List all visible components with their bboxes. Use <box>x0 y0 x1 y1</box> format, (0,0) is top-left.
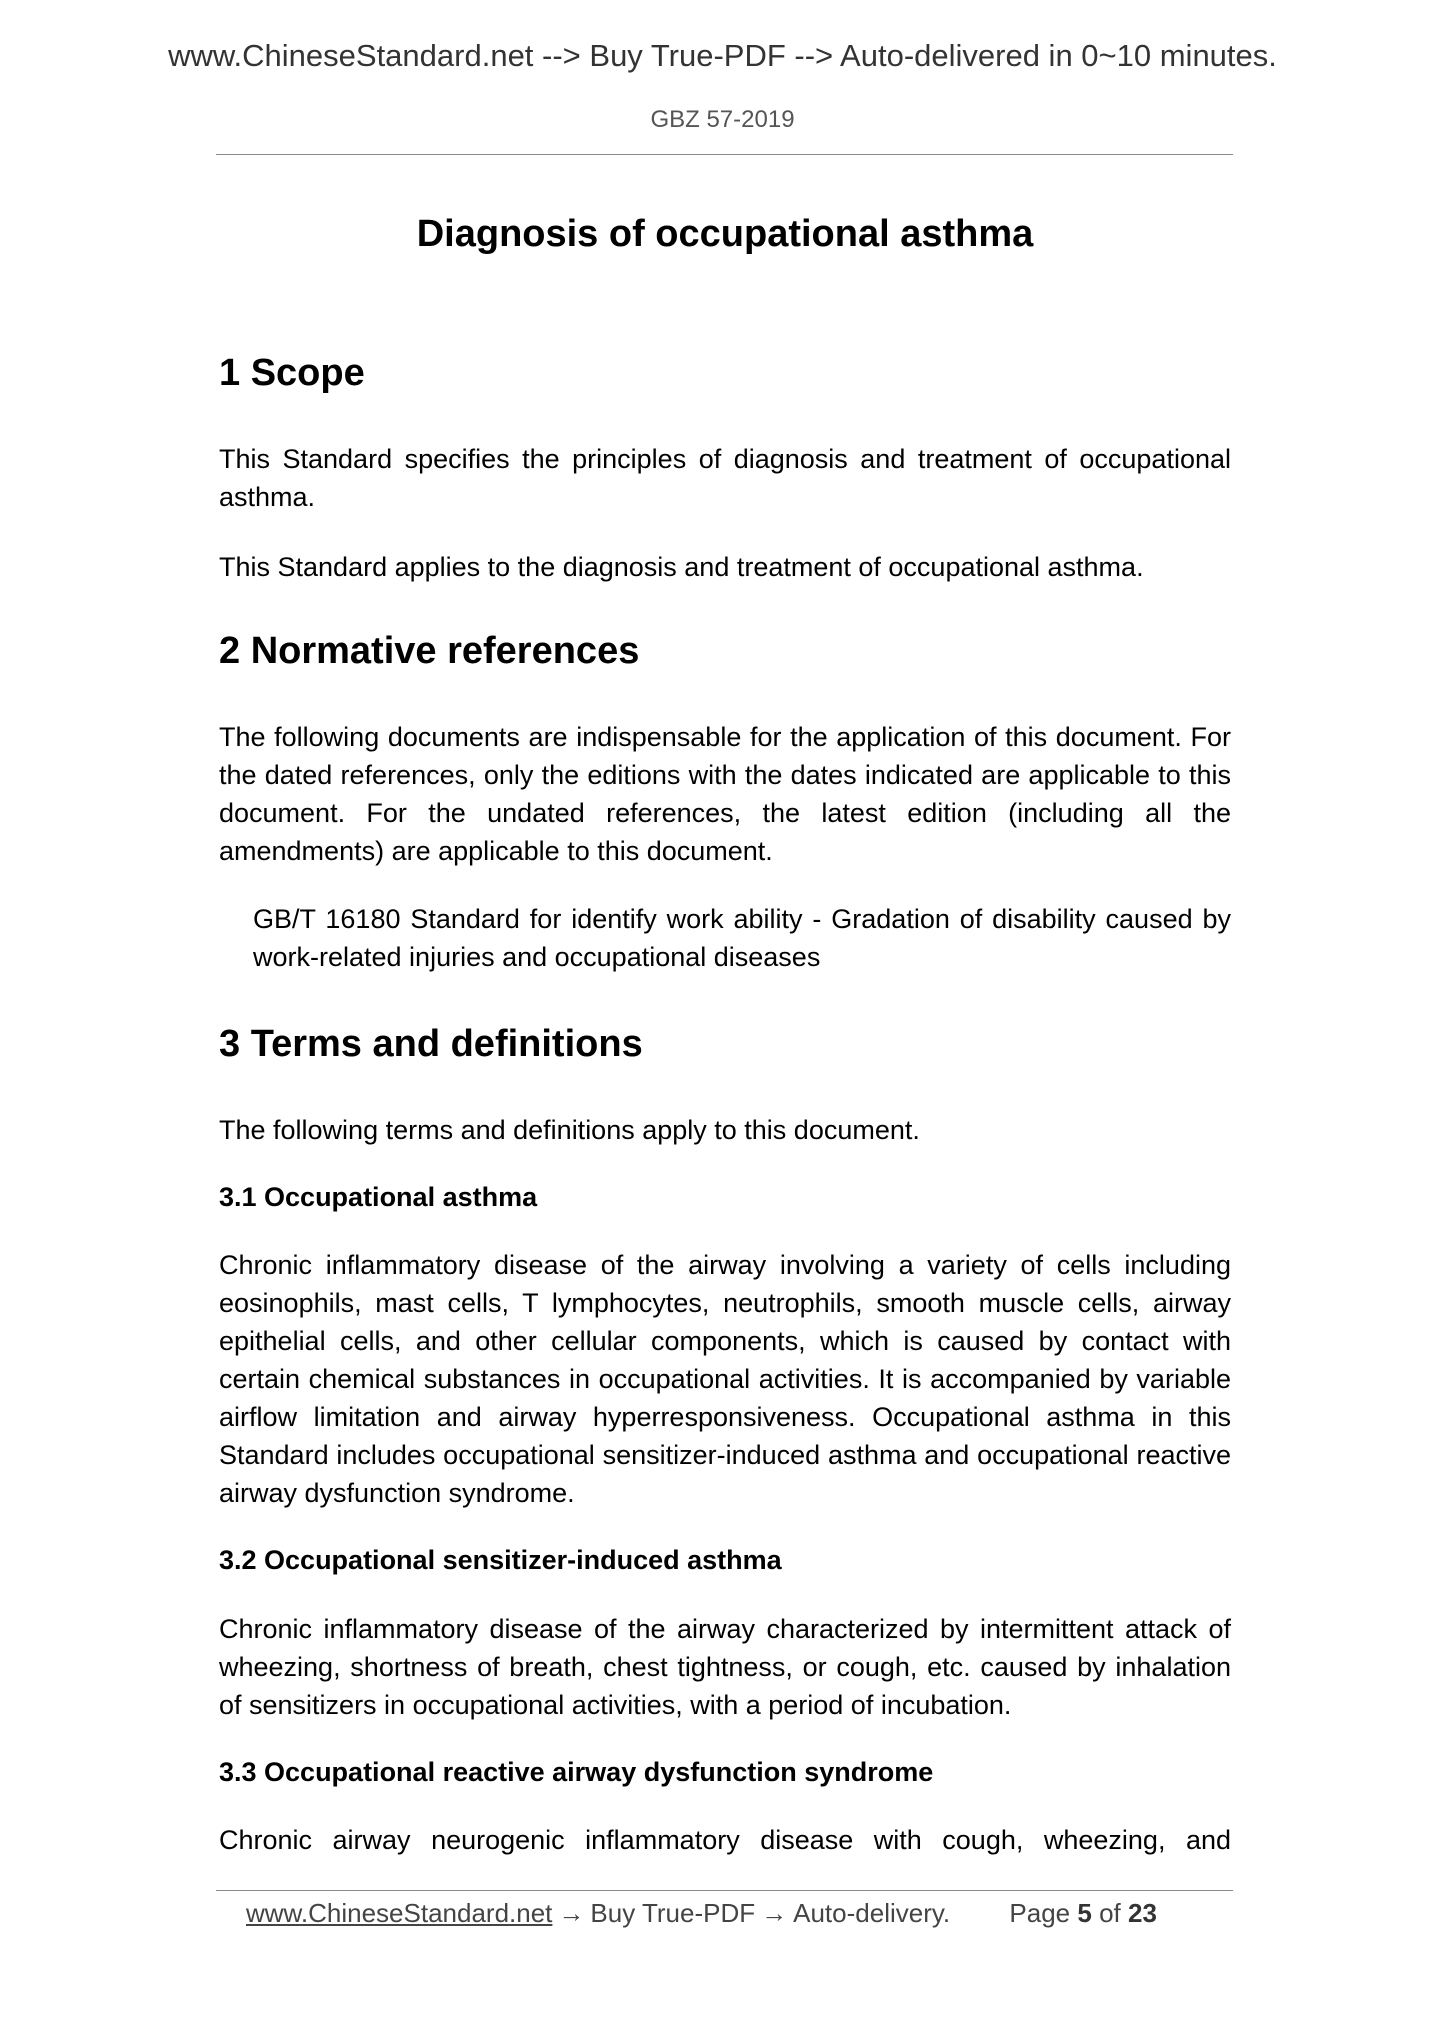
page-of: of <box>1099 1898 1121 1928</box>
section-heading-references: 2 Normative references <box>219 630 640 672</box>
page-footer <box>246 1893 1157 1933</box>
header-divider <box>216 154 1233 155</box>
footer-buy-text: Buy True-PDF <box>590 1898 756 1928</box>
definition-term: 3.2 Occupational sensitizer-induced asthma <box>219 1545 782 1575</box>
footer-site-link[interactable]: www.ChineseStandard.net <box>246 1898 553 1928</box>
top-banner: www.ChineseStandard.net --> Buy True-PDF --> Auto-delivered in 0~10 minutes. <box>168 38 1277 73</box>
section-heading-terms: 3 Terms and definitions <box>219 1023 643 1065</box>
references-paragraph: The following documents are indispensable for the application of this document. For the dated references, only the editions with the dates indicated are applicable to this document. For the undated references, the latest edition (including all the amendments) are applicable to this document. <box>219 722 1231 866</box>
footer-delivery-text: Auto-delivery. <box>793 1898 951 1928</box>
definition-text: Chronic inflammatory disease of the airway involving a variety of cells including eosinophils, mast cells, T lymphocytes, neutrophils, smooth muscle cells, airway epithelial cells, and other cellular components, which is caused by contact with certain chemical substances in occupational activities. It is accompanied by variable airflow limitation and airway hyperresponsiveness. Occupational asthma in this Standard includes occupational sensitizer-induced asthma and occupational reactive airway dysfunction syndrome. <box>219 1250 1231 1508</box>
definition-term: 3.3 Occupational reactive airway dysfunction syndrome <box>219 1757 934 1787</box>
scope-paragraph: This Standard applies to the diagnosis and treatment of occupational asthma. <box>219 552 1144 582</box>
definition-term: 3.1 Occupational asthma <box>219 1182 538 1212</box>
reference-item: GB/T 16180 Standard for identify work ability - Gradation of disability caused by work-related injuries and occupational diseases <box>253 904 1231 972</box>
footer-divider <box>216 1890 1233 1891</box>
terms-intro: The following terms and definitions apply to this document. <box>219 1115 920 1145</box>
arrow-right-icon: → <box>761 1898 788 1928</box>
page-indicator <box>1009 1898 1157 1928</box>
standard-code: GBZ 57-2019 <box>650 106 795 133</box>
definition-text: Chronic inflammatory disease of the airway characterized by intermittent attack of wheezing, shortness of breath, chest tightness, or cough, etc. caused by inhalation of sensitizers in occupational activities, with a period of incubation. <box>219 1614 1231 1720</box>
definition-text: Chronic airway neurogenic inflammatory disease with cough, wheezing, and <box>219 1825 1231 1855</box>
section-heading-scope: 1 Scope <box>219 352 365 394</box>
page-current: 5 <box>1077 1898 1092 1928</box>
document-title: Diagnosis of occupational asthma <box>416 213 1034 255</box>
page-total: 23 <box>1127 1898 1157 1928</box>
page-label: Page <box>1009 1898 1071 1928</box>
scope-paragraph: This Standard specifies the principles of diagnosis and treatment of occupational asthma. <box>219 444 1231 512</box>
arrow-right-icon: → <box>558 1898 585 1928</box>
